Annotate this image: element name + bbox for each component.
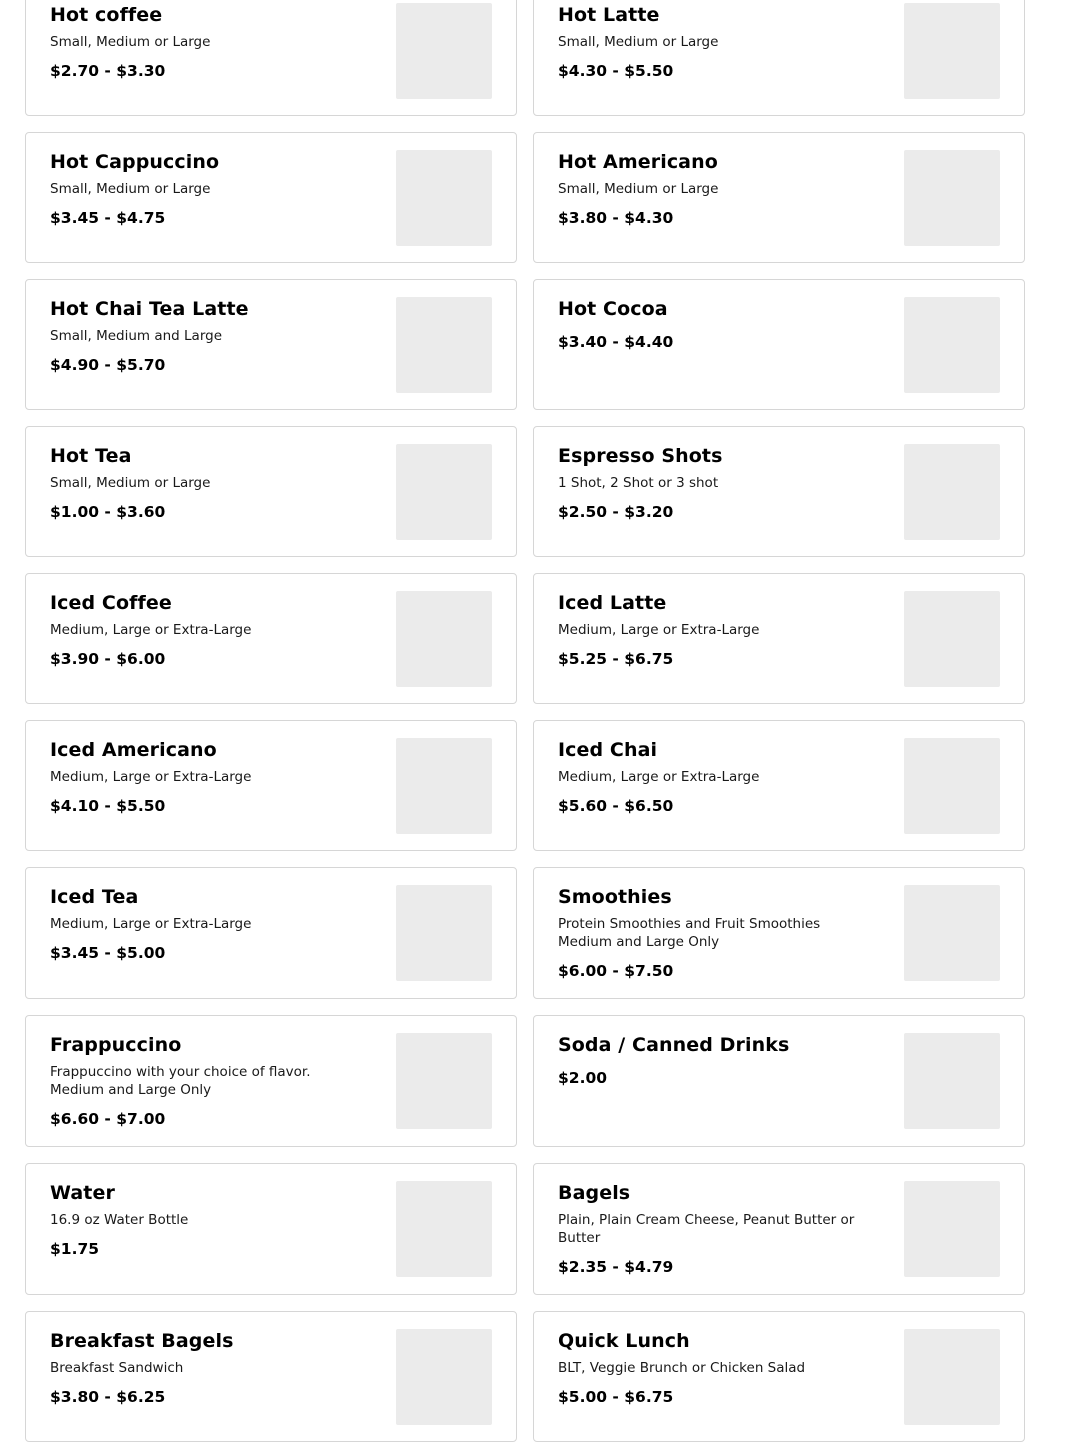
menu-item-name: Espresso Shots <box>558 445 723 467</box>
menu-item-card[interactable] <box>533 720 1025 851</box>
menu-item-description: Small, Medium or Large <box>558 34 719 50</box>
menu-item-description: Frappuccino with your choice of flavor. Medium and Large Only <box>50 1064 311 1098</box>
menu-item-card[interactable] <box>25 1015 517 1147</box>
menu-item-image[interactable] <box>396 3 492 99</box>
menu-item-grid <box>25 0 1025 1442</box>
menu-item-name: Bagels <box>558 1182 631 1204</box>
menu-item-name: Hot coffee <box>50 4 163 26</box>
menu-item-price: $2.70 - $3.30 <box>50 62 166 80</box>
menu-item-image[interactable] <box>904 591 1000 687</box>
menu-item-name: Smoothies <box>558 886 672 908</box>
menu-item-description: Small, Medium or Large <box>50 181 211 197</box>
menu-item-text <box>558 2 904 82</box>
menu-item-text <box>558 590 904 670</box>
menu-item-price: $5.25 - $6.75 <box>558 650 674 668</box>
menu-item-card[interactable] <box>533 867 1025 999</box>
menu-item-price: $6.00 - $7.50 <box>558 962 674 980</box>
menu-item-text <box>50 737 396 817</box>
menu-item-price: $2.50 - $3.20 <box>558 503 674 521</box>
menu-item-text <box>50 1180 396 1260</box>
menu-item-name: Breakfast Bagels <box>50 1330 234 1352</box>
menu-item-description: Small, Medium or Large <box>50 475 211 491</box>
menu-item-card[interactable] <box>25 720 517 851</box>
menu-item-card[interactable] <box>533 1163 1025 1295</box>
menu-item-name: Iced Tea <box>50 886 139 908</box>
menu-item-name: Quick Lunch <box>558 1330 690 1352</box>
menu-item-text <box>558 149 904 229</box>
menu-item-image[interactable] <box>396 885 492 981</box>
menu-item-price: $3.80 - $4.30 <box>558 209 674 227</box>
menu-item-name: Hot Chai Tea Latte <box>50 298 249 320</box>
menu-item-description: Medium, Large or Extra-Large <box>50 916 252 932</box>
menu-item-name: Hot Tea <box>50 445 132 467</box>
menu-item-name: Hot Cocoa <box>558 298 668 320</box>
menu-item-image[interactable] <box>396 1329 492 1425</box>
menu-item-image[interactable] <box>904 1329 1000 1425</box>
menu-item-card[interactable] <box>25 867 517 999</box>
menu-item-image[interactable] <box>904 1033 1000 1129</box>
menu-item-price: $3.45 - $5.00 <box>50 944 166 962</box>
menu-item-image[interactable] <box>904 444 1000 540</box>
menu-item-text <box>558 443 904 523</box>
menu-item-text <box>558 1032 904 1089</box>
menu-item-card[interactable] <box>533 132 1025 263</box>
menu-item-image[interactable] <box>396 1181 492 1277</box>
menu-item-image[interactable] <box>904 150 1000 246</box>
menu-item-card[interactable] <box>25 279 517 410</box>
menu-item-text <box>558 1328 904 1408</box>
menu-item-card[interactable] <box>533 426 1025 557</box>
menu-item-price: $3.80 - $6.25 <box>50 1388 166 1406</box>
menu-item-image[interactable] <box>396 591 492 687</box>
menu-item-price: $3.45 - $4.75 <box>50 209 166 227</box>
menu-item-name: Iced Chai <box>558 739 658 761</box>
menu-item-description: Small, Medium and Large <box>50 328 223 344</box>
menu-item-price: $1.00 - $3.60 <box>50 503 166 521</box>
menu-item-description: Small, Medium or Large <box>558 181 719 197</box>
menu-item-card[interactable] <box>25 426 517 557</box>
menu-item-price: $2.00 <box>558 1069 608 1087</box>
menu-item-text <box>50 296 396 376</box>
menu-item-price: $5.00 - $6.75 <box>558 1388 674 1406</box>
menu-item-description: 1 Shot, 2 Shot or 3 shot <box>558 475 719 491</box>
menu-item-name: Iced Coffee <box>50 592 172 614</box>
menu-item-image[interactable] <box>904 297 1000 393</box>
menu-item-image[interactable] <box>396 1033 492 1129</box>
menu-item-description: BLT, Veggie Brunch or Chicken Salad <box>558 1360 806 1376</box>
menu-item-name: Iced Americano <box>50 739 217 761</box>
menu-item-card[interactable] <box>533 1311 1025 1442</box>
menu-item-description: Medium, Large or Extra-Large <box>558 769 760 785</box>
menu-item-text <box>50 149 396 229</box>
menu-item-description: Breakfast Sandwich <box>50 1360 184 1376</box>
menu-item-text <box>50 590 396 670</box>
menu-item-price: $1.75 <box>50 1240 100 1258</box>
menu-item-description: Medium, Large or Extra-Large <box>50 622 252 638</box>
menu-item-card[interactable] <box>25 132 517 263</box>
menu-item-image[interactable] <box>904 3 1000 99</box>
menu-item-text <box>50 443 396 523</box>
menu-item-text <box>50 1032 396 1130</box>
menu-item-text <box>558 1180 904 1278</box>
menu-item-image[interactable] <box>396 297 492 393</box>
menu-item-description: Plain, Plain Cream Cheese, Peanut Butter or Butter <box>558 1212 855 1246</box>
menu-item-card[interactable] <box>533 1015 1025 1147</box>
menu-item-card[interactable] <box>25 0 517 116</box>
menu-item-card[interactable] <box>25 573 517 704</box>
menu-item-card[interactable] <box>533 279 1025 410</box>
menu-item-image[interactable] <box>904 1181 1000 1277</box>
menu-item-card[interactable] <box>25 1311 517 1442</box>
menu-item-text <box>50 884 396 964</box>
menu-item-price: $3.40 - $4.40 <box>558 333 674 351</box>
menu-item-image[interactable] <box>396 444 492 540</box>
menu-item-description: Protein Smoothies and Fruit Smoothies Medium and Large Only <box>558 916 821 950</box>
menu-item-price: $4.90 - $5.70 <box>50 356 166 374</box>
menu-item-text <box>558 884 904 982</box>
menu-item-card[interactable] <box>533 0 1025 116</box>
menu-item-name: Hot Latte <box>558 4 660 26</box>
menu-item-image[interactable] <box>904 885 1000 981</box>
menu-item-name: Frappuccino <box>50 1034 182 1056</box>
menu-item-price: $4.30 - $5.50 <box>558 62 674 80</box>
menu-item-text <box>50 1328 396 1408</box>
menu-item-card[interactable] <box>533 573 1025 704</box>
menu-item-price: $5.60 - $6.50 <box>558 797 674 815</box>
menu-item-image[interactable] <box>396 738 492 834</box>
menu-item-price: $2.35 - $4.79 <box>558 1258 674 1276</box>
menu-item-price: $6.60 - $7.00 <box>50 1110 166 1128</box>
menu-item-name: Water <box>50 1182 115 1204</box>
menu-item-text <box>558 296 904 353</box>
menu-item-text <box>558 737 904 817</box>
menu-item-image[interactable] <box>396 150 492 246</box>
menu-item-text <box>50 2 396 82</box>
menu-item-price: $4.10 - $5.50 <box>50 797 166 815</box>
menu-item-image[interactable] <box>904 738 1000 834</box>
menu-item-card[interactable] <box>25 1163 517 1295</box>
menu-item-description: Small, Medium or Large <box>50 34 211 50</box>
menu-item-name: Hot Cappuccino <box>50 151 220 173</box>
menu-item-name: Hot Americano <box>558 151 718 173</box>
menu-item-description: Medium, Large or Extra-Large <box>558 622 760 638</box>
menu-item-description: Medium, Large or Extra-Large <box>50 769 252 785</box>
menu-item-name: Iced Latte <box>558 592 667 614</box>
menu-item-name: Soda / Canned Drinks <box>558 1034 790 1056</box>
menu-item-description: 16.9 oz Water Bottle <box>50 1212 189 1228</box>
menu-item-price: $3.90 - $6.00 <box>50 650 166 668</box>
